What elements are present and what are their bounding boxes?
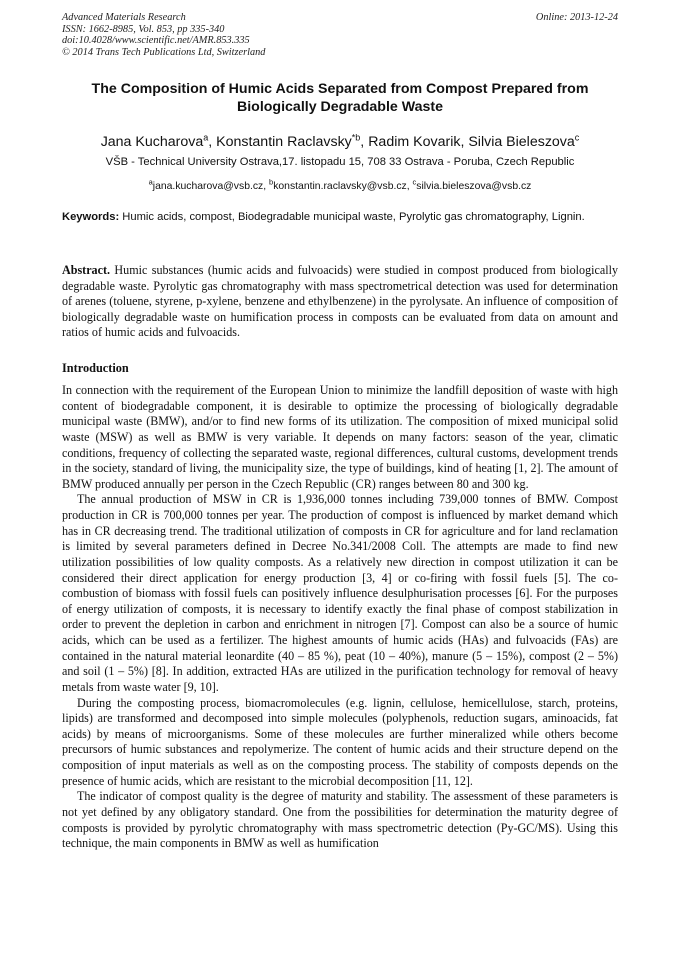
author-name: Jana Kucharova bbox=[100, 133, 204, 150]
email: $^b$konstantin.raclavsky@vsb.cz, bbox=[269, 178, 413, 193]
email-mark: b bbox=[269, 178, 274, 187]
paragraph: During the composting process, biomacromolecules (e.g. lignin, cellulose, hemicellulose, starch, proteins, lipids) are transformed and decomposed into simple molecules (polyphenols, reduction sugars, aminoacids, fat acids) by means of microorganisms. Some of these molecules are further mineralized while others become precursors of humic substances and repolymerize. The content of humic acids and their structure depend on the composition of input materials as well as on the composting process. The stability of composts depends on the presence of humic acids, which are resistant to the microbial decomposition [11, 12]. bbox=[62, 695, 618, 788]
running-header bbox=[62, 12, 618, 58]
section-heading: Introduction bbox=[62, 361, 129, 375]
copyright-line: © 2014 Trans Tech Publications Ltd, Switzerland bbox=[62, 46, 266, 58]
email-mark: c bbox=[412, 178, 417, 187]
email: $^a$jana.kucharova@vsb.cz, bbox=[148, 178, 270, 193]
author-mark: c bbox=[574, 132, 580, 142]
author bbox=[468, 134, 579, 150]
author-name: Silvia Bieleszova bbox=[468, 133, 575, 150]
issn-line: ISSN: 1662-8985, Vol. 853, pp 335-340 bbox=[62, 23, 225, 35]
introduction-body bbox=[62, 383, 618, 852]
author-name: Radim Kovarik bbox=[368, 133, 461, 150]
author-mark: a bbox=[203, 132, 209, 142]
journal-name: Advanced Materials Research bbox=[62, 12, 186, 23]
doi-line: doi:10.4028/www.scientific.net/AMR.853.335 bbox=[62, 35, 250, 47]
paragraph: The annual production of MSW in CR is 1,936,000 tonnes including 739,000 tonnes of BMW. Compost production in CR is 700,000 tonnes per year. The production of compost is influenced by market demand which has in CR decreasing trend. The traditional utilization of composts in CR for agriculture and for land reclamation is limited by several parameters defined in Decree No.341/2008 Coll. The attempts are made to find new utilization possibilities of low quality composts. As a relatively new direction in compost utilization it can be considered their direct application for energy production [3, 4] or co-firing with fossil fuels [5]. The co-combustion of biomass with fossil fuels can positively influence desulphurisation processes [6]. For the purposes of energy utilization of composts, it is necessary to identify exactly the final phase of compost stabilization in order to prevent the depletion in carbon and enrichment in nitrogen [7]. Compost can also be a source of humic acids, which can be used as a fertilizer. The highest amounts of humic acids (HAs) and fulvoacids (FAs) are contained in the natural material leonardite (40 – 85 %), peat (10 – 40%), manure (5 – 15%), compost (2 – 5%) and soil (1 – 5%) [8]. In addition, extracted HAs are utilized in the purification technology for removal of heavy metals from waste water [9, 10]. bbox=[62, 492, 618, 694]
author: Konstantin Raclavsky$^{*b}$, bbox=[216, 132, 369, 150]
paragraph: The indicator of compost quality is the degree of maturity and stability. The assessment of these parameters is not yet defined by any obligatory standard. One from the possibilities for determination the maturity degree of composts is provided by pyrolytic chromatography with mass spectrometric detection (Py-GC/MS). Using this technique, the main components in BMW as well as humification bbox=[62, 789, 618, 851]
author-name: Konstantin Raclavsky bbox=[216, 133, 352, 150]
keywords-label: Keywords: bbox=[62, 211, 120, 223]
author: Jana Kucharova$^a$, bbox=[100, 132, 217, 150]
author-list bbox=[40, 128, 640, 151]
email-address: konstantin.raclavsky@vsb.cz bbox=[273, 181, 407, 193]
author-mark: *b bbox=[351, 132, 361, 142]
abstract-block bbox=[62, 263, 618, 341]
email-list bbox=[40, 176, 640, 194]
affiliation: VŠB - Technical University Ostrava,17. listopadu 15, 708 33 Ostrava - Poruba, Czech Republic bbox=[105, 156, 575, 168]
email-address: silvia.bieleszova@vsb.cz bbox=[416, 181, 532, 193]
abstract-label: Abstract. bbox=[62, 263, 111, 277]
keywords-block bbox=[62, 210, 618, 225]
online-date: Online: 2013-12-24 bbox=[535, 12, 618, 23]
email bbox=[412, 178, 532, 193]
email-mark: a bbox=[148, 178, 153, 187]
author: Radim Kovarik, bbox=[368, 133, 469, 150]
paragraph: In connection with the requirement of the European Union to minimize the landfill deposition of waste with high content of biodegradable component, it is desirable to optimize the processing of biologically degradable municipal waste (BMW), and/or to find new forms of its utilization. The composition of mixed municipal solid waste (MSW) as well as BMW is very variable. It depends on many factors: season of the year, climatic conditions, frequency of collecting the separated waste, regional differences, cultural customs, development trends in the society, standard of living, the municipality size, the type of buildings, kind of heating [1, 2]. The amount of BMW produced annually per person in the Czech Republic (CR) ranges between 80 and 300 kg. bbox=[62, 383, 618, 491]
paper-title: The Composition of Humic Acids Separated from Compost Prepared from Biologically Degradable Waste bbox=[91, 81, 589, 115]
keywords-text: Humic acids, compost, Biodegradable municipal waste, Pyrolytic gas chromatography, Lignin. bbox=[119, 211, 585, 223]
email-address: jana.kucharova@vsb.cz bbox=[152, 181, 264, 193]
abstract-text: Humic substances (humic acids and fulvoacids) were studied in compost produced from biologically degradable waste. Pyrolytic gas chromatography with mass spectrometrical detection was used for determination of arenes (toluene, styrene, p-xylene, benzene and ethylbenzene) in the pyrolysate. An influence of composition of biologically degradable waste on humification process in composts can be evaluated from data on amount and ratios of humic acids and fulvoacids. bbox=[62, 263, 618, 340]
